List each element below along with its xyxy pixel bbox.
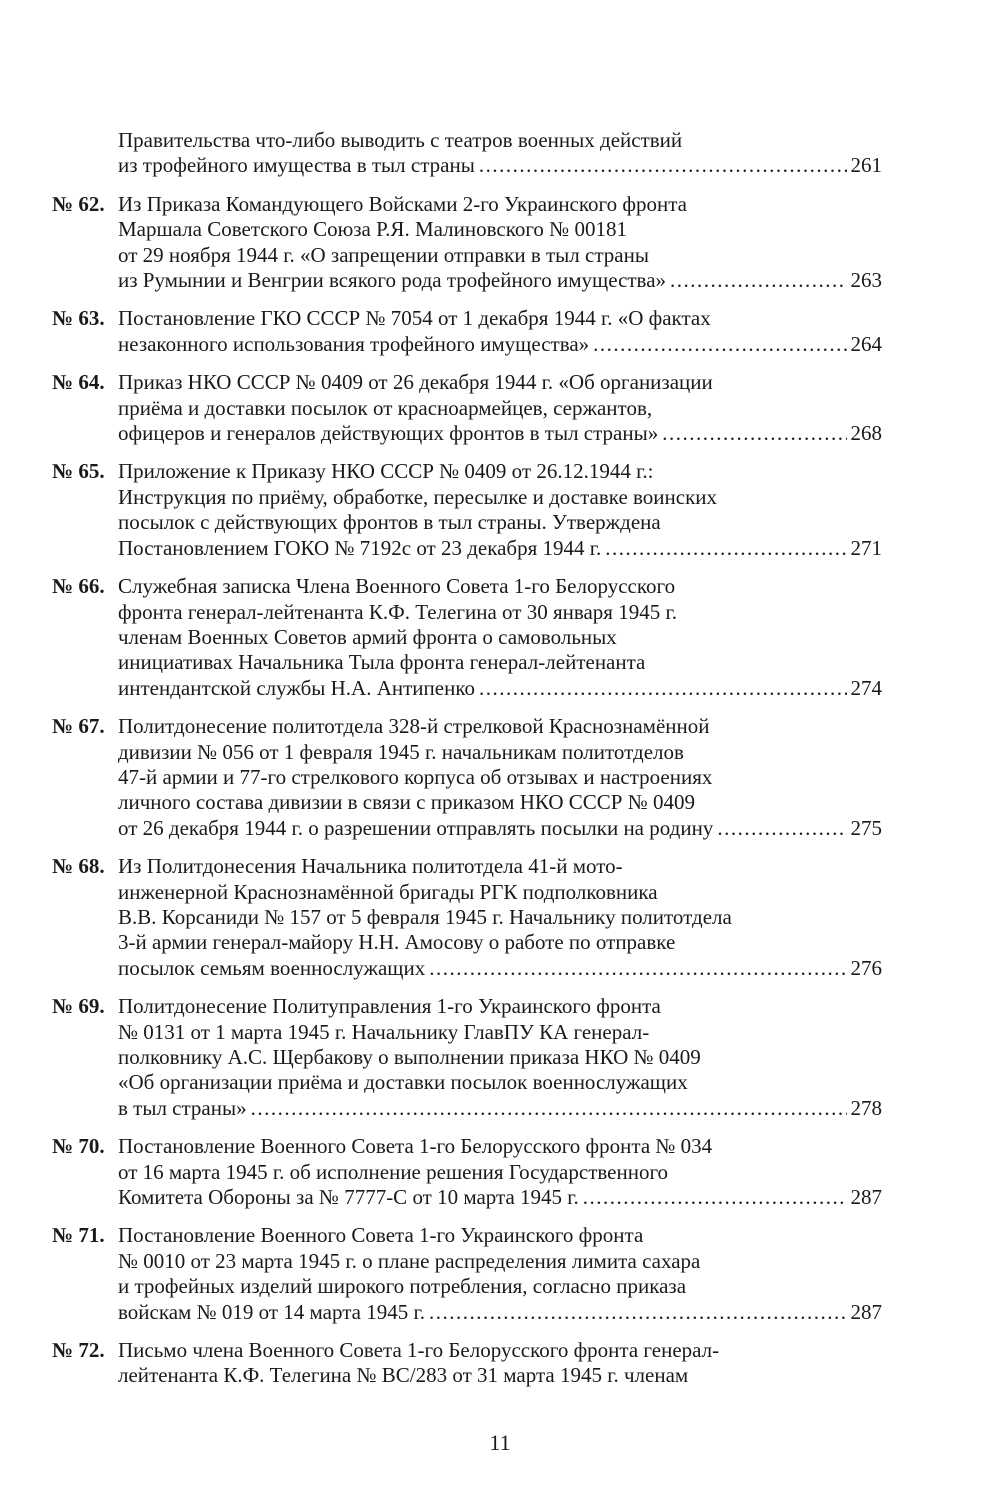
toc-entry-title: [118, 574, 882, 701]
toc-entry-page: 287: [850, 1185, 882, 1210]
toc-entry-line: Политдонесение Политуправления 1-го Украинского фронта: [118, 994, 661, 1019]
toc-entry: [52, 306, 882, 357]
toc-entry-line: от 26 декабря 1944 г. о разрешении отправлять посылки на родину: [118, 815, 714, 840]
toc-entry-number: № 70.: [52, 1134, 105, 1159]
toc-entry-line: интендантской службы Н.А. Антипенко: [118, 675, 475, 700]
toc-entry-line: инженерной Краснознамённой бригады РГК подполковника: [118, 879, 658, 904]
toc-entry-title: [118, 370, 882, 446]
toc-entry-line: Инструкция по приёму, обработке, пересылке и доставке воинских: [118, 484, 718, 509]
toc-entry-number: № 62.: [52, 191, 105, 216]
toc-entry-line: войскам № 019 от 14 марта 1945 г.: [118, 1299, 425, 1324]
toc-entry-number: № 67.: [52, 714, 105, 739]
toc-entry-last-line: [118, 816, 882, 841]
toc-entry-line: № 0131 от 1 марта 1945 г. Начальнику ГлавПУ КА генерал-: [118, 1019, 650, 1044]
toc-entry-line: в тыл страны»: [118, 1095, 247, 1120]
toc-entry-line: Служебная записка Члена Военного Совета 1-го Белорусского: [118, 574, 676, 599]
toc-entry-line: посылок с действующих фронтов в тыл страны. Утверждена: [118, 510, 661, 535]
dot-leader: [251, 1096, 847, 1121]
toc-entry: [52, 994, 882, 1121]
dot-leader: [479, 676, 847, 701]
toc-entry-title: [118, 1338, 882, 1389]
toc-entry-line: Из Политдонесения Начальника политотдела 41-й мото-: [118, 854, 623, 879]
toc-entry-number: № 68.: [52, 854, 105, 879]
toc-entry-line: «Об организации приёма и доставки посылок военнослужащих: [118, 1070, 688, 1095]
dot-leader: [717, 816, 846, 841]
toc-entry-title: [118, 994, 882, 1121]
toc-entry-number: № 69.: [52, 994, 105, 1019]
toc-entry-page: 275: [850, 815, 882, 840]
dot-leader: [662, 421, 846, 446]
toc-entry-line: членам Военных Советов армий фронта о самовольных: [118, 624, 617, 649]
toc-entry-page: 287: [850, 1299, 882, 1324]
toc-entry-page: 276: [850, 955, 882, 980]
toc-entry-line: Приказ НКО СССР № 0409 от 26 декабря 1944 г. «Об организации: [118, 370, 713, 395]
toc-entry: [52, 459, 882, 561]
toc-entry: [52, 1223, 882, 1325]
toc-entry-line: из трофейного имущества в тыл страны: [118, 153, 475, 178]
dot-leader: [593, 332, 846, 357]
toc-entry: [52, 370, 882, 446]
toc-entry-line: В.В. Корсаниди № 157 от 5 февраля 1945 г. Начальнику политотдела: [118, 904, 732, 929]
toc-entry-line: 47-й армии и 77-го стрелкового корпуса об отзывах и настроениях: [118, 764, 713, 789]
toc-entry-last-line: [118, 332, 882, 357]
dot-leader: [429, 1300, 847, 1325]
toc-entry-page: 274: [850, 675, 882, 700]
dot-leader: [670, 268, 846, 293]
toc-entry-last-line: [118, 268, 882, 293]
toc-entry-line: от 29 ноября 1944 г. «О запрещении отправки в тыл страны: [118, 242, 649, 267]
toc-entry: [52, 1134, 882, 1210]
toc-entry-number: № 65.: [52, 459, 105, 484]
toc-entry-line: личного состава дивизии в связи с приказом НКО СССР № 0409: [118, 790, 696, 815]
toc-entry: [52, 1338, 882, 1389]
toc-entry-line: посылок семьям военнослужащих: [118, 955, 426, 980]
toc-entry-title: [118, 854, 882, 981]
toc-entry-page: 261: [850, 153, 882, 178]
toc-entry-line: Политдонесение политотдела 328-й стрелковой Краснознамённой: [118, 714, 710, 739]
toc-entry-last-line: [118, 1300, 882, 1325]
toc-entry-last-line: [118, 676, 882, 701]
toc-entry-line: Правительства что-либо выводить с театров военных действий: [118, 128, 683, 152]
toc-entry-line: Из Приказа Командующего Войсками 2-го Украинского фронта: [118, 191, 687, 216]
toc-entry-line: № 0010 от 23 марта 1945 г. о плане распределения лимита сахара: [118, 1248, 701, 1273]
toc-entry-line: Приложение к Приказу НКО СССР № 0409 от 26.12.1944 г.:: [118, 459, 654, 484]
toc-entry-line: Постановлением ГОКО № 7192с от 23 декабря 1944 г.: [118, 535, 602, 560]
toc-entry-number: № 63.: [52, 306, 105, 331]
toc-entry: [52, 574, 882, 701]
table-of-contents: [52, 128, 882, 1402]
toc-entry-page: 271: [850, 535, 882, 560]
dot-leader: [583, 1185, 847, 1210]
toc-entry-title: [118, 306, 882, 357]
toc-entry-line: Постановление Военного Совета 1-го Украинского фронта: [118, 1223, 644, 1248]
toc-entry-title: [118, 192, 882, 294]
toc-entry-line: полковнику А.С. Щербакову о выполнении приказа НКО № 0409: [118, 1045, 701, 1069]
toc-entry-title: [118, 1134, 882, 1210]
toc-entry-last-line: [118, 956, 882, 981]
dot-leader: [605, 536, 846, 561]
toc-entry-title: [118, 459, 882, 561]
toc-entry-line: фронта генерал-лейтенанта К.Ф. Телегина от 30 января 1945 г.: [118, 599, 677, 624]
toc-entry-page: 264: [850, 331, 882, 356]
toc-entry-last-line: [118, 421, 882, 446]
toc-entry-line: Постановление ГКО СССР № 7054 от 1 декабря 1944 г. «О фактах: [118, 306, 711, 331]
dot-leader: [479, 153, 847, 178]
toc-entry-title: [118, 714, 882, 841]
toc-entry-line: и трофейных изделий широкого потребления, согласно приказа: [118, 1274, 687, 1299]
toc-entry-line: дивизии № 056 от 1 февраля 1945 г. начальникам политотделов: [118, 739, 684, 764]
toc-entry-line: незаконного использования трофейного имущества»: [118, 331, 590, 356]
toc-entry: [52, 714, 882, 841]
toc-entry-page: 263: [850, 268, 882, 293]
toc-entry: [52, 192, 882, 294]
toc-entry-line: приёма и доставки посылок от красноармейцев, сержантов,: [118, 395, 653, 420]
toc-entry-number: № 71.: [52, 1223, 105, 1248]
toc-entry-line: 3-й армии генерал-майору Н.Н. Амосову о работе по отправке: [118, 930, 676, 955]
dot-leader: [429, 956, 846, 981]
toc-entry-line: лейтенанта К.Ф. Телегина № ВС/283 от 31 марта 1945 г. членам: [118, 1363, 689, 1388]
toc-entry-number: № 66.: [52, 574, 105, 599]
toc-entry-page: 268: [850, 421, 882, 446]
toc-entry-line: от 16 марта 1945 г. об исполнение решения Государственного: [118, 1159, 669, 1184]
toc-entry-last-line: [118, 536, 882, 561]
toc-entry-line: из Румынии и Венгрии всякого рода трофейного имущества»: [118, 268, 667, 293]
toc-entry: [52, 854, 882, 981]
page-number: 11: [489, 1430, 511, 1455]
toc-entry-line: Комитета Обороны за № 7777-С от 10 марта 1945 г.: [118, 1185, 579, 1210]
toc-entry-title: [118, 1223, 882, 1325]
toc-entry-number: № 64.: [52, 370, 105, 395]
toc-entry-line: Маршала Советского Союза Р.Я. Малиновского № 00181: [118, 217, 627, 242]
toc-entry-title: [118, 128, 882, 179]
toc-entry-last-line: [118, 1096, 882, 1121]
toc-entry-line: Письмо члена Военного Совета 1-го Белорусского фронта генерал-: [118, 1338, 720, 1363]
toc-entry-number: № 72.: [52, 1338, 105, 1363]
toc-entry-line: инициативах Начальника Тыла фронта генерал-лейтенанта: [118, 650, 646, 675]
toc-entry: [52, 128, 882, 179]
toc-entry-page: 278: [850, 1095, 882, 1120]
toc-entry-last-line: [118, 153, 882, 178]
toc-entry-line: офицеров и генералов действующих фронтов в тыл страны»: [118, 421, 659, 446]
toc-entry-line: Постановление Военного Совета 1-го Белорусского фронта № 034: [118, 1134, 713, 1159]
toc-entry-last-line: [118, 1185, 882, 1210]
